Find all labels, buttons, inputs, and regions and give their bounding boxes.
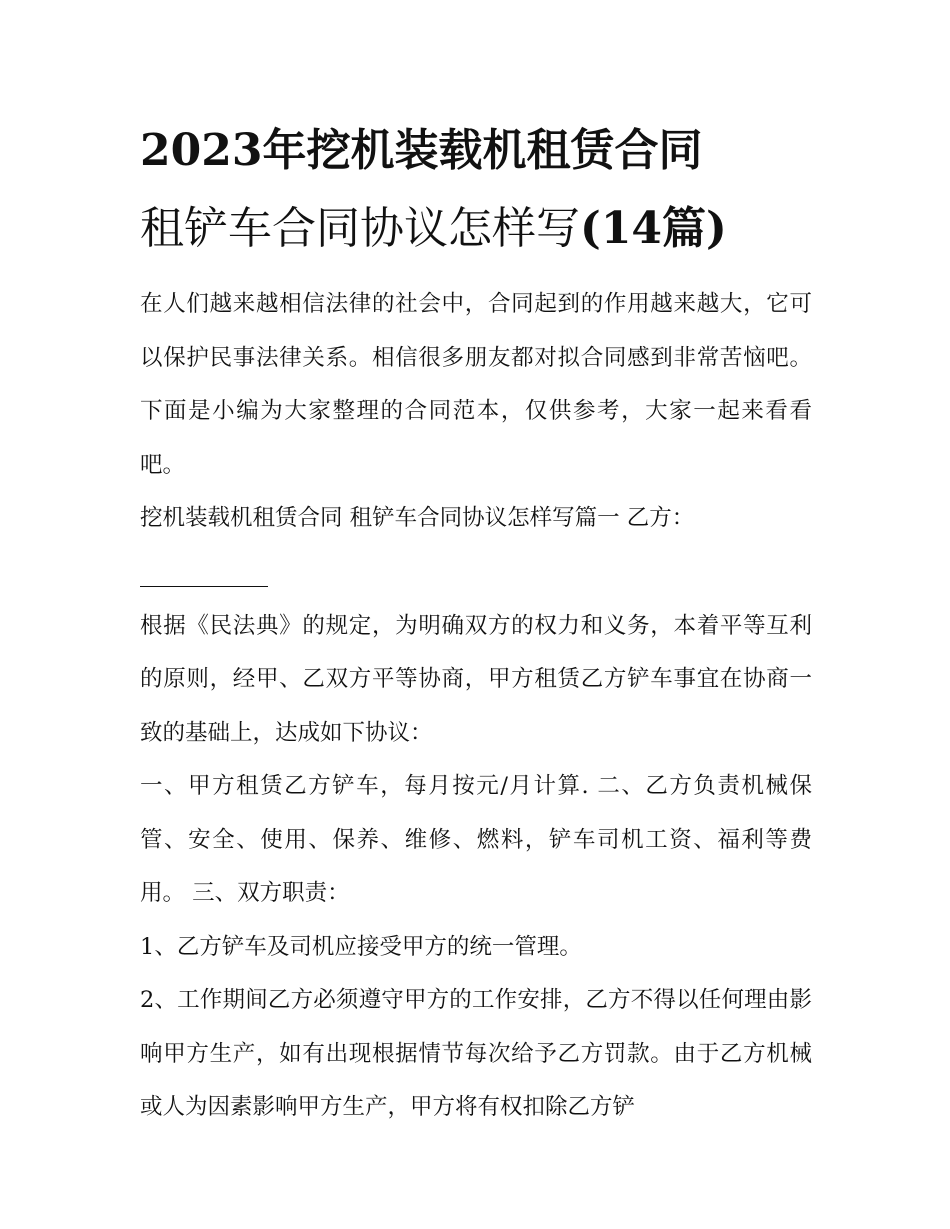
clause-paragraph-1: 一、甲方租赁乙方铲车，每月按元/月计算. 二、乙方负责机械保管、安全、使用、保养、维修、燃料，铲车司机工资、福利等费用。 三、双方职责： <box>140 773 812 906</box>
title-line-2 <box>140 190 812 268</box>
clause-item-2: 2、工作期间乙方必须遵守甲方的工作安排，乙方不得以任何理由影响甲方生产，如有出现根据情节每次给予乙方罚款。由于乙方机械或人为因素影响甲方生产，甲方将有权扣除乙方铲 <box>140 987 812 1120</box>
title-line-2-main: 租铲车合同协议怎样写 <box>140 203 580 254</box>
document-page <box>140 112 812 1135</box>
document-title <box>140 112 812 268</box>
intro-paragraph: 在人们越来越相信法律的社会中，合同起到的作用越来越大，它可以保护民事法律关系。相信很多朋友都对拟合同感到非常苦恼吧。下面是小编为大家整理的合同范本，仅供参考，大家一起来看看吧。 <box>140 291 812 478</box>
section-heading: 挖机装载机租赁合同 租铲车合同协议怎样写篇一 乙方： <box>140 505 695 531</box>
preamble-paragraph: 根据《民法典》的规定，为明确双方的权力和义务，本着平等互利的原则，经甲、乙双方平等协商，甲方租赁乙方铲车事宜在协商一致的基础上，达成如下协议： <box>140 612 812 746</box>
signature-blank-line <box>140 546 268 587</box>
document-body <box>140 278 812 1135</box>
title-line-1: 2023年挖机装载机租赁合同 <box>140 125 703 176</box>
title-line-2-count: (14篇) <box>580 203 727 254</box>
clause-item-1: 1、乙方铲车及司机应接受甲方的统一管理。 <box>140 933 582 960</box>
